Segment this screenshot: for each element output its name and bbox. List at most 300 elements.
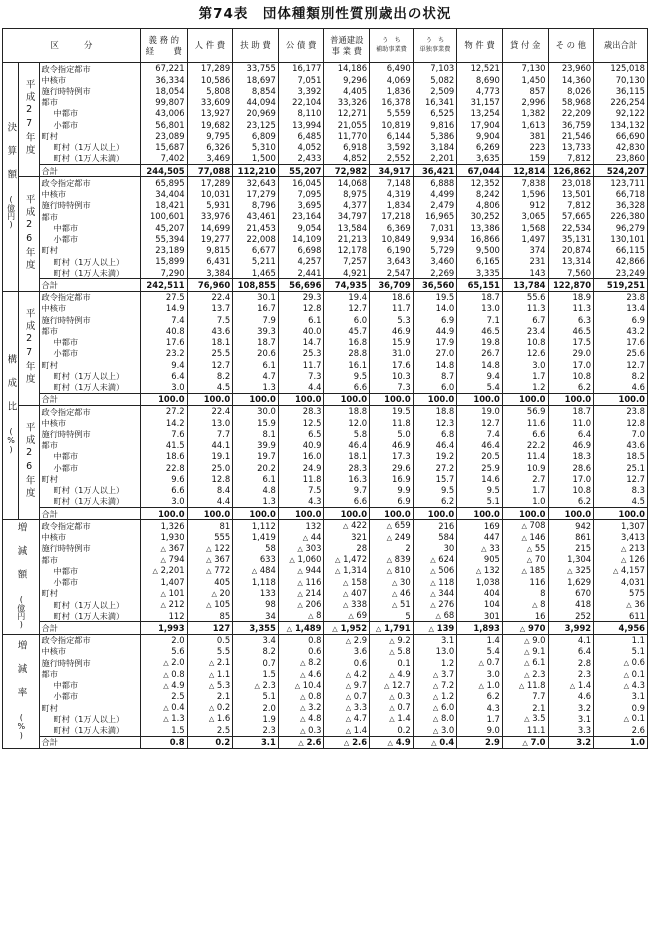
table-cell: 125,018: [594, 63, 648, 75]
row-label: 小都市: [39, 348, 140, 359]
table-cell: △ 51: [370, 599, 414, 610]
table-cell: 12.3: [413, 417, 457, 428]
table-cell: 4.3: [457, 702, 503, 713]
table-cell: 1,500: [233, 153, 279, 165]
table-row: [3, 256, 648, 267]
table-cell: 58,968: [548, 97, 594, 108]
table-row: [3, 234, 648, 245]
table-cell: 70,130: [594, 74, 648, 85]
table-cell: 8,690: [457, 74, 503, 85]
table-cell: 4,319: [370, 189, 414, 200]
table-cell: 6.6: [324, 382, 370, 394]
table-cell: 1.2: [413, 657, 457, 668]
table-row: [3, 532, 648, 543]
table-cell: △ 708: [502, 520, 548, 532]
table-cell: 7.1: [457, 314, 503, 325]
table-cell: 17,218: [370, 211, 414, 222]
table-cell: △ 2.3: [233, 680, 279, 691]
table-cell: 92,122: [594, 108, 648, 119]
table-cell: 6.0: [324, 314, 370, 325]
table-row: [3, 177, 648, 189]
table-cell: 100.0: [548, 393, 594, 405]
table-cell: 13,784: [502, 279, 548, 291]
table-cell: 4.5: [594, 496, 648, 508]
table-cell: 46.5: [457, 325, 503, 336]
table-cell: 11.3: [548, 303, 594, 314]
table-cell: 0.9: [594, 702, 648, 713]
table-cell: 27.2: [413, 462, 457, 473]
table-cell: 12,271: [324, 108, 370, 119]
table-cell: 13.7: [187, 303, 233, 314]
table-cell: 1,038: [457, 577, 503, 588]
table-cell: 26.7: [457, 348, 503, 359]
table-cell: 100.0: [594, 393, 648, 405]
table-cell: 27.2: [140, 406, 187, 418]
row-label: 小都市: [39, 462, 140, 473]
table-row: [3, 393, 648, 405]
table-cell: △ 12.7: [370, 680, 414, 691]
table-cell: 5.3: [370, 314, 414, 325]
table-cell: 6,326: [187, 142, 233, 153]
table-row: [3, 153, 648, 165]
row-label: 町村（1万人未満）: [39, 496, 140, 508]
table-cell: 9,296: [324, 74, 370, 85]
table-cell: 15.7: [413, 473, 457, 484]
table-cell: 108,855: [233, 279, 279, 291]
table-cell: 18.6: [370, 291, 414, 303]
row-label: 中都市: [39, 222, 140, 233]
table-cell: 7,095: [278, 189, 324, 200]
table-cell: 28.8: [324, 348, 370, 359]
table-cell: 6,918: [324, 142, 370, 153]
table-cell: 112,210: [233, 165, 279, 177]
table-cell: 27.5: [140, 291, 187, 303]
table-cell: 12.7: [187, 359, 233, 370]
table-cell: △ 0.4: [413, 736, 457, 748]
table-cell: △ 0.4: [140, 702, 187, 713]
table-cell: 56.9: [502, 406, 548, 418]
table-cell: 100.0: [370, 508, 414, 520]
table-cell: 8,854: [233, 85, 279, 96]
table-cell: 20.6: [233, 348, 279, 359]
table-cell: 100.0: [548, 508, 594, 520]
table-cell: 4.7: [233, 370, 279, 381]
table-cell: △ 212: [140, 599, 187, 610]
row-label: 合計: [39, 393, 140, 405]
table-cell: 11.3: [502, 303, 548, 314]
table-cell: 21,453: [233, 222, 279, 233]
table-cell: △ 9.2: [370, 634, 414, 646]
table-cell: 46.4: [413, 440, 457, 451]
table-cell: 8.7: [413, 370, 457, 381]
table-cell: △ 5.8: [370, 646, 414, 657]
table-cell: △ 1,952: [324, 622, 370, 634]
table-cell: 23,018: [548, 177, 594, 189]
table-cell: 6,698: [278, 245, 324, 256]
table-cell: 77,088: [187, 165, 233, 177]
table-row: [3, 74, 648, 85]
table-cell: 14,699: [187, 222, 233, 233]
table-cell: △ 101: [140, 588, 187, 599]
table-cell: △ 6.1: [502, 657, 548, 668]
table-cell: 1,596: [502, 189, 548, 200]
table-cell: △ 970: [502, 622, 548, 634]
table-cell: 19.2: [413, 451, 457, 462]
table-cell: 3.0: [502, 359, 548, 370]
table-cell: 252: [548, 610, 594, 622]
table-cell: 4,773: [457, 85, 503, 96]
table-cell: 10,849: [370, 234, 414, 245]
header-col-10: 歳出合計: [594, 29, 648, 63]
table-cell: △ 2.9: [324, 634, 370, 646]
table-cell: 33,609: [187, 97, 233, 108]
table-cell: 2.5: [187, 725, 233, 737]
table-cell: 10.8: [548, 485, 594, 496]
table-cell: 72,982: [324, 165, 370, 177]
table-cell: 81: [187, 520, 233, 532]
table-cell: 1.1: [594, 634, 648, 646]
row-label: 中核市: [39, 74, 140, 85]
table-row: [3, 267, 648, 279]
table-cell: △ 206: [278, 599, 324, 610]
table-cell: 100.0: [413, 508, 457, 520]
table-cell: 1,568: [502, 222, 548, 233]
row-label: 町村: [39, 130, 140, 141]
table-cell: △ 276: [413, 599, 457, 610]
table-cell: △ 0.3: [278, 725, 324, 737]
table-cell: 1.3: [233, 382, 279, 394]
table-cell: 3,695: [278, 200, 324, 211]
table-cell: 20,874: [548, 245, 594, 256]
table-cell: △ 303: [278, 543, 324, 554]
table-cell: △ 772: [187, 565, 233, 576]
table-cell: △ 105: [187, 599, 233, 610]
row-label: 中都市: [39, 108, 140, 119]
table-cell: △ 249: [370, 532, 414, 543]
table-cell: 6.2: [457, 691, 503, 702]
table-cell: 8,026: [548, 85, 594, 96]
table-cell: 3,065: [502, 211, 548, 222]
table-cell: △ 3.3: [324, 702, 370, 713]
table-cell: 100.0: [457, 508, 503, 520]
row-label: 合計: [39, 165, 140, 177]
table-cell: 7.7: [502, 691, 548, 702]
table-cell: 55.6: [502, 291, 548, 303]
table-cell: 19.5: [370, 406, 414, 418]
table-row: [3, 691, 648, 702]
table-cell: 18,421: [140, 200, 187, 211]
table-cell: △ 185: [502, 565, 548, 576]
table-cell: 1.9: [233, 713, 279, 724]
row-label: 都市: [39, 554, 140, 565]
table-cell: 4,852: [324, 153, 370, 165]
table-row: [3, 291, 648, 303]
table-cell: 321: [324, 532, 370, 543]
table-cell: 17.3: [370, 451, 414, 462]
table-cell: 133: [233, 588, 279, 599]
table-row: [3, 245, 648, 256]
table-cell: 100.0: [594, 508, 648, 520]
table-cell: 100.0: [324, 393, 370, 405]
row-label: 中核市: [39, 532, 140, 543]
table-cell: 43.6: [187, 325, 233, 336]
table-cell: 5.4: [457, 646, 503, 657]
row-label: 小都市: [39, 234, 140, 245]
table-cell: △ 0.8: [278, 691, 324, 702]
table-cell: 8.2: [594, 370, 648, 381]
table-cell: 5.4: [457, 382, 503, 394]
table-cell: △ 4.7: [324, 713, 370, 724]
table-cell: 13.0: [457, 303, 503, 314]
header-col-7: 物 件 費: [457, 29, 503, 63]
table-cell: 159: [502, 153, 548, 165]
table-cell: △ 30: [370, 577, 414, 588]
table-cell: 56,801: [140, 119, 187, 130]
table-cell: △ 344: [413, 588, 457, 599]
header-col-4: 普通建設 事 業 費: [324, 29, 370, 63]
table-row: [3, 610, 648, 622]
table-cell: 1,834: [370, 200, 414, 211]
table-cell: 14.6: [457, 473, 503, 484]
table-cell: 6,490: [370, 63, 414, 75]
table-cell: △ 4.8: [278, 713, 324, 724]
table-cell: 1,893: [457, 622, 503, 634]
table-cell: 45.7: [324, 325, 370, 336]
table-row: [3, 200, 648, 211]
table-cell: 22,209: [548, 108, 594, 119]
row-label: 町村（1万人以上）: [39, 256, 140, 267]
table-cell: 85: [187, 610, 233, 622]
table-cell: 46.4: [457, 440, 503, 451]
table-cell: 3.0: [457, 668, 503, 679]
table-cell: 9.5: [413, 485, 457, 496]
table-cell: 0.7: [233, 657, 279, 668]
table-cell: 2.9: [457, 736, 503, 748]
table-cell: 23,249: [594, 267, 648, 279]
table-cell: 8,110: [278, 108, 324, 119]
table-cell: 905: [457, 554, 503, 565]
table-cell: 3,643: [370, 256, 414, 267]
table-cell: 4,052: [278, 142, 324, 153]
table-cell: 3.0: [140, 382, 187, 394]
table-cell: 5.1: [457, 496, 503, 508]
table-cell: 5,082: [413, 74, 457, 85]
table-cell: 1,930: [140, 532, 187, 543]
table-cell: 6,369: [370, 222, 414, 233]
table-cell: 231: [502, 256, 548, 267]
table-cell: △ 8.0: [413, 713, 457, 724]
row-label: 中都市: [39, 565, 140, 576]
table-cell: 19.7: [233, 451, 279, 462]
table-cell: 11.8: [278, 473, 324, 484]
table-cell: 16.1: [324, 359, 370, 370]
table-cell: 12.7: [457, 417, 503, 428]
table-cell: △ 68: [413, 610, 457, 622]
table-cell: 7,838: [502, 177, 548, 189]
table-cell: 100.0: [457, 393, 503, 405]
table-cell: 1,450: [502, 74, 548, 85]
table-cell: 40.9: [278, 440, 324, 451]
table-cell: △ 3.0: [413, 725, 457, 737]
row-label: 町村（1万人以上）: [39, 599, 140, 610]
table-cell: △ 1.1: [187, 668, 233, 679]
table-cell: 23,089: [140, 130, 187, 141]
table-cell: 8,242: [457, 189, 503, 200]
table-cell: 301: [457, 610, 503, 622]
table-cell: △ 2.0: [140, 657, 187, 668]
table-cell: 1,326: [140, 520, 187, 532]
table-cell: 1.3: [233, 496, 279, 508]
table-cell: 55,394: [140, 234, 187, 245]
table-cell: 22.2: [502, 440, 548, 451]
table-row: [3, 370, 648, 381]
table-cell: 7,290: [140, 267, 187, 279]
table-cell: 17,279: [233, 189, 279, 200]
table-cell: 13,314: [548, 256, 594, 267]
table-cell: 23.4: [502, 325, 548, 336]
row-label: 町村（1万人未満）: [39, 153, 140, 165]
table-cell: △ 794: [140, 554, 187, 565]
table-cell: 10.9: [502, 462, 548, 473]
row-label: 施行時特例市: [39, 429, 140, 440]
table-cell: 10,031: [187, 189, 233, 200]
table-cell: 2,201: [413, 153, 457, 165]
table-cell: △ 4.9: [370, 736, 414, 748]
table-row: [3, 337, 648, 348]
table-cell: △ 9.7: [324, 680, 370, 691]
table-row: [3, 440, 648, 451]
table-cell: 2.3: [548, 668, 594, 679]
period-label: 平成26年度: [19, 177, 39, 291]
table-cell: 34,797: [324, 211, 370, 222]
table-cell: 7,402: [140, 153, 187, 165]
table-cell: 9.7: [324, 485, 370, 496]
table-cell: 3,469: [187, 153, 233, 165]
row-label: 町村: [39, 473, 140, 484]
table-cell: △ 5.3: [187, 680, 233, 691]
table-cell: 404: [457, 588, 503, 599]
table-cell: 4.8: [233, 485, 279, 496]
table-cell: 19.5: [413, 291, 457, 303]
table-cell: 4,069: [370, 74, 414, 85]
table-row: [3, 599, 648, 610]
table-cell: 23.8: [594, 291, 648, 303]
table-cell: 16.0: [278, 451, 324, 462]
table-cell: 13.4: [594, 303, 648, 314]
table-cell: 2: [370, 543, 414, 554]
table-cell: 12.6: [502, 348, 548, 359]
table-cell: 14,186: [324, 63, 370, 75]
table-cell: 18,054: [140, 85, 187, 96]
table-row: [3, 417, 648, 428]
table-cell: 14.8: [457, 359, 503, 370]
table-cell: 13,733: [548, 142, 594, 153]
table-cell: 7,031: [413, 222, 457, 233]
table-row: [3, 473, 648, 484]
row-label: 合計: [39, 622, 140, 634]
table-cell: 6.9: [413, 314, 457, 325]
table-cell: 15.9: [233, 417, 279, 428]
table-cell: △ 116: [278, 577, 324, 588]
table-cell: △ 810: [370, 565, 414, 576]
table-cell: △ 4.3: [594, 680, 648, 691]
table-cell: 405: [187, 577, 233, 588]
table-cell: 2.1: [187, 691, 233, 702]
table-cell: 242,511: [140, 279, 187, 291]
table-cell: △ 0.8: [140, 668, 187, 679]
table-body: [3, 63, 648, 749]
table-row: [3, 577, 648, 588]
table-cell: 16,341: [413, 97, 457, 108]
table-cell: 1.5: [140, 725, 187, 737]
table-cell: 169: [457, 520, 503, 532]
table-cell: 6,809: [233, 130, 279, 141]
table-cell: 7,103: [413, 63, 457, 75]
table-row: [3, 485, 648, 496]
table-cell: 4.3: [278, 496, 324, 508]
table-cell: △ 3.7: [413, 668, 457, 679]
table-cell: △ 484: [233, 565, 279, 576]
table-cell: 6.2: [548, 382, 594, 394]
table-cell: 18.5: [594, 451, 648, 462]
table-cell: 3.3: [548, 725, 594, 737]
table-cell: 17.6: [140, 337, 187, 348]
table-cell: 2,433: [278, 153, 324, 165]
table-cell: 19,277: [187, 234, 233, 245]
table-cell: 99,807: [140, 97, 187, 108]
table-cell: △ 8: [278, 610, 324, 622]
table-row: [3, 108, 648, 119]
table-cell: 43.6: [594, 440, 648, 451]
table-cell: 6.8: [413, 429, 457, 440]
table-cell: 6.4: [140, 370, 187, 381]
table-row: [3, 119, 648, 130]
table-row: [3, 325, 648, 336]
row-label: 町村（1万人未満）: [39, 725, 140, 737]
table-cell: 519,251: [594, 279, 648, 291]
table-cell: 14.0: [413, 303, 457, 314]
table-cell: 0.6: [278, 646, 324, 657]
table-row: [3, 63, 648, 75]
row-label: 町村（1万人以上）: [39, 142, 140, 153]
table-cell: 6,431: [187, 256, 233, 267]
table-cell: 6.1: [233, 473, 279, 484]
table-cell: △ 132: [457, 565, 503, 576]
table-cell: 1,419: [233, 532, 279, 543]
table-cell: 29.3: [278, 291, 324, 303]
table-cell: △ 325: [548, 565, 594, 576]
table-row: [3, 713, 648, 724]
table-cell: 10.8: [502, 337, 548, 348]
table-row: [3, 588, 648, 599]
table-cell: △ 55: [502, 543, 548, 554]
table-cell: 100.0: [233, 508, 279, 520]
row-label: 施行時特例市: [39, 657, 140, 668]
table-cell: 25.9: [457, 462, 503, 473]
table-cell: 3,992: [548, 622, 594, 634]
table-row: [3, 314, 648, 325]
table-cell: 4,257: [278, 256, 324, 267]
table-cell: 42,830: [594, 142, 648, 153]
table-cell: △ 4.2: [324, 668, 370, 679]
table-cell: 127: [187, 622, 233, 634]
table-cell: 33,755: [233, 63, 279, 75]
table-cell: 7.3: [370, 382, 414, 394]
table-cell: △ 4.6: [278, 668, 324, 679]
table-cell: 6,677: [233, 245, 279, 256]
table-cell: 1.0: [594, 736, 648, 748]
table-cell: △ 0.3: [370, 691, 414, 702]
